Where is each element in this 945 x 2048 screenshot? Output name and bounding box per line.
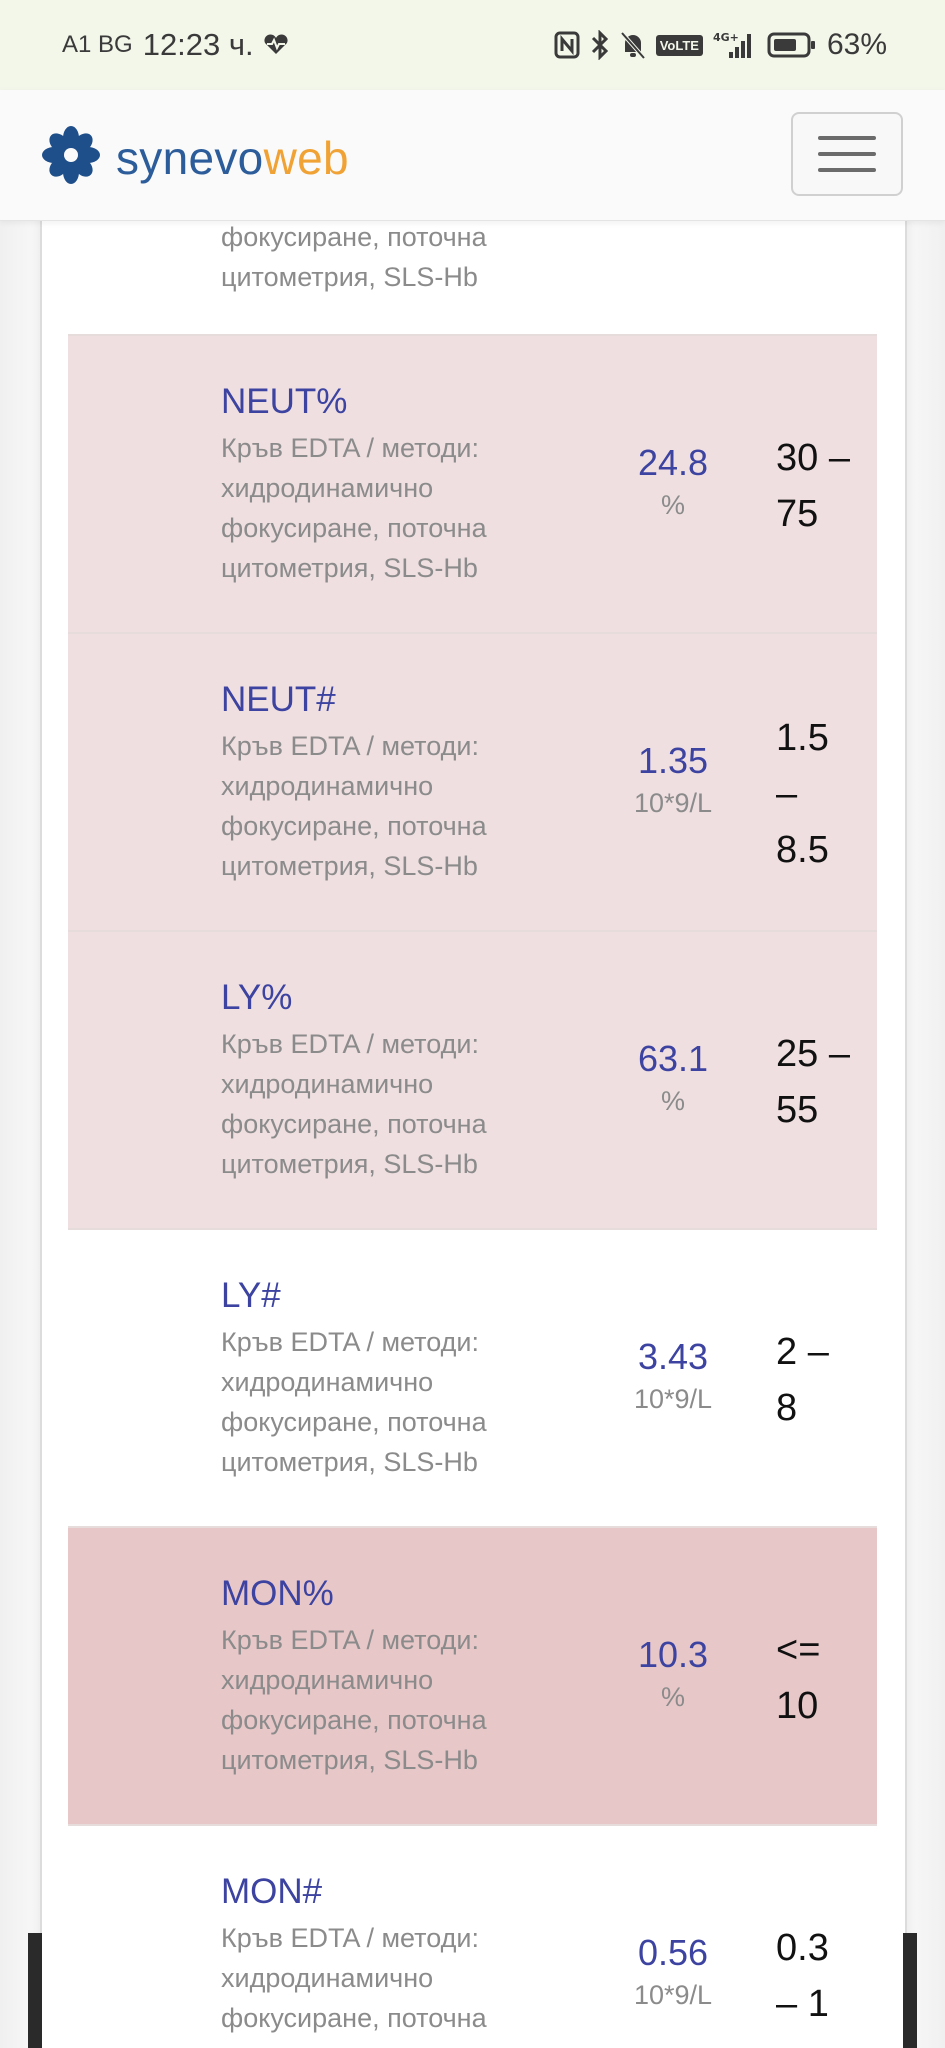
result-row[interactable] — [68, 1526, 877, 1824]
result-cell — [608, 740, 738, 819]
test-method: Кръв EDTA / методи: хидродинамично фокусиране, поточна цитометрия, SLS-Hb — [221, 1029, 487, 1179]
test-name: NEUT% — [221, 382, 348, 421]
result-value: 0.56 — [637, 1932, 709, 1973]
site-navbar — [0, 90, 945, 221]
result-value: 10.3 — [637, 1634, 709, 1675]
overlay-edge-right — [903, 1933, 917, 2048]
result-cell — [608, 1038, 738, 1117]
bluetooth-icon — [590, 30, 610, 60]
test-method: Кръв EDTA / методи: хидродинамично фокусиране, поточна цитометрия, SLS-Hb — [221, 731, 487, 881]
reference-range: 1.5 – 8.5 — [776, 717, 829, 871]
brand-logo-link[interactable] — [40, 124, 349, 191]
test-method: Кръв EDTA / методи: хидродинамично фокусиране, поточна цитометрия, SLS-Hb — [221, 1327, 487, 1477]
previous-row-method-fragment: фокусиране, поточна цитометрия, SLS-Hb — [221, 222, 487, 292]
result-unit: 10*9/L — [633, 1980, 713, 2010]
result-row[interactable] — [68, 632, 877, 930]
battery-percent: 63% — [826, 28, 887, 61]
result-unit: % — [660, 490, 685, 520]
reference-range: <= 10 — [776, 1629, 821, 1727]
result-unit: % — [660, 1086, 685, 1116]
brand-name: synevoweb — [116, 131, 349, 184]
overlay-edge-left — [28, 1933, 42, 2048]
menu-bar-icon — [818, 168, 876, 172]
result-value: 3.43 — [637, 1336, 709, 1377]
test-name: NEUT# — [221, 680, 336, 719]
health-heart-icon — [262, 34, 290, 56]
hamburger-menu-button[interactable] — [791, 112, 903, 196]
reference-range: 0.3 – 1 — [776, 1927, 829, 2025]
result-cell — [608, 442, 738, 521]
test-method: Кръв EDTA / методи: хидродинамично фокусиране, поточна цитометрия, SLS-Hb — [221, 1625, 487, 1775]
status-right — [554, 28, 887, 62]
result-unit: % — [660, 1682, 685, 1712]
flower-logo-icon — [40, 124, 102, 191]
status-left — [62, 27, 290, 63]
menu-bar-icon — [818, 152, 876, 156]
battery-icon — [767, 31, 817, 59]
test-name: MON# — [221, 1872, 323, 1911]
result-row[interactable] — [68, 930, 877, 1228]
bell-muted-icon — [620, 30, 646, 60]
result-unit: 10*9/L — [633, 1384, 713, 1414]
signal-icon — [713, 30, 757, 60]
test-method: Кръв EDTA / методи: хидродинамично фокусиране, поточна цитометрия, SLS-Hb — [221, 433, 487, 583]
result-row[interactable] — [68, 1228, 877, 1526]
status-bar — [0, 0, 945, 90]
reference-range: 30 – 75 — [776, 437, 850, 535]
carrier-label: A1 BG — [62, 31, 133, 58]
result-cell — [608, 1932, 738, 2011]
svg-text:4G+: 4G+ — [712, 31, 739, 44]
menu-bar-icon — [818, 136, 876, 140]
reference-range: 2 – 8 — [776, 1331, 829, 1429]
volte-badge: VoLTE — [656, 35, 703, 56]
result-row[interactable] — [68, 1824, 877, 2048]
result-cell — [608, 1336, 738, 1415]
result-row[interactable] — [68, 334, 877, 632]
result-unit: 10*9/L — [633, 788, 713, 818]
result-value: 63.1 — [637, 1038, 709, 1079]
nfc-icon — [554, 31, 580, 59]
result-value: 24.8 — [637, 442, 709, 483]
test-name: LY% — [221, 978, 293, 1017]
clock: 12:23 ч. — [142, 27, 254, 62]
reference-range: 25 – 55 — [776, 1033, 850, 1131]
results-page — [0, 221, 945, 2048]
result-value: 1.35 — [637, 740, 709, 781]
test-name: MON% — [221, 1574, 334, 1613]
test-name: LY# — [221, 1276, 281, 1315]
result-cell — [608, 1634, 738, 1713]
test-method: Кръв EDTA / методи: хидродинамично фокусиране, поточна — [221, 1923, 487, 2033]
